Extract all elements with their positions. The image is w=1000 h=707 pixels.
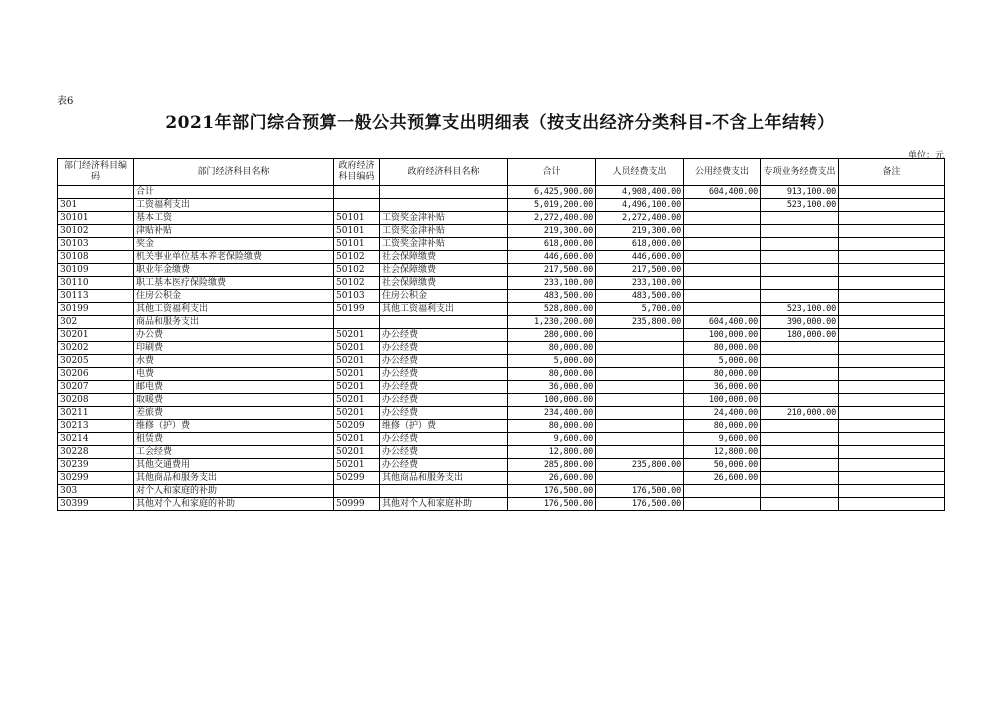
cell-dept-code: 30108	[58, 251, 134, 264]
cell-note	[839, 472, 945, 485]
cell-total: 176,500.00	[508, 498, 596, 511]
cell-gov-name: 工资奖金津补贴	[380, 238, 508, 251]
cell-note	[839, 459, 945, 472]
cell-gov-name: 办公经费	[380, 355, 508, 368]
page-title: 2021年部门综合预算一般公共预算支出明细表（按支出经济分类科目-不含上年结转）	[165, 113, 835, 133]
table-row	[58, 212, 945, 225]
cell-gov-code	[334, 485, 380, 498]
cell-gov-name: 其他工资福利支出	[380, 303, 508, 316]
header-total: 合计	[508, 159, 596, 186]
cell-gov-name: 办公经费	[380, 407, 508, 420]
cell-dept-name: 职工基本医疗保险缴费	[134, 277, 334, 290]
table-number-label: 表6	[57, 96, 74, 107]
cell-dept-name: 其他交通费用	[134, 459, 334, 472]
cell-special: 180,000.00	[761, 329, 839, 342]
cell-total: 528,800.00	[508, 303, 596, 316]
cell-personnel	[596, 342, 684, 355]
cell-gov-code: 50101	[334, 212, 380, 225]
cell-dept-code: 30109	[58, 264, 134, 277]
cell-dept-code: 30299	[58, 472, 134, 485]
cell-total: 100,000.00	[508, 394, 596, 407]
cell-gov-name: 办公经费	[380, 433, 508, 446]
cell-note	[839, 407, 945, 420]
cell-special: 210,000.00	[761, 407, 839, 420]
cell-note	[839, 381, 945, 394]
cell-dept-code: 30207	[58, 381, 134, 394]
header-gov-name: 政府经济科目名称	[380, 159, 508, 186]
cell-personnel: 2,272,400.00	[596, 212, 684, 225]
cell-special: 390,000.00	[761, 316, 839, 329]
table-row	[58, 251, 945, 264]
cell-personnel	[596, 433, 684, 446]
table-row	[58, 355, 945, 368]
cell-note	[839, 303, 945, 316]
cell-dept-name: 工资福利支出	[134, 199, 334, 212]
cell-gov-code: 50102	[334, 277, 380, 290]
cell-gov-code	[334, 199, 380, 212]
table-row	[58, 381, 945, 394]
table-row	[58, 290, 945, 303]
header-dept-code: 部门经济科目编码	[58, 159, 134, 186]
cell-personnel	[596, 368, 684, 381]
cell-dept-code: 30213	[58, 420, 134, 433]
cell-total: 9,600.00	[508, 433, 596, 446]
cell-personnel: 483,500.00	[596, 290, 684, 303]
header-public: 公用经费支出	[684, 159, 761, 186]
cell-public: 100,000.00	[684, 329, 761, 342]
table-row	[58, 225, 945, 238]
cell-gov-code: 50201	[334, 355, 380, 368]
cell-dept-code: 30211	[58, 407, 134, 420]
budget-table	[57, 158, 945, 511]
cell-total: 80,000.00	[508, 420, 596, 433]
cell-note	[839, 433, 945, 446]
cell-gov-code: 50101	[334, 225, 380, 238]
cell-personnel: 219,300.00	[596, 225, 684, 238]
cell-special	[761, 225, 839, 238]
cell-note	[839, 329, 945, 342]
cell-personnel: 618,000.00	[596, 238, 684, 251]
cell-public: 26,600.00	[684, 472, 761, 485]
cell-public	[684, 251, 761, 264]
cell-dept-code: 303	[58, 485, 134, 498]
header-personnel: 人员经费支出	[596, 159, 684, 186]
cell-gov-code: 50201	[334, 459, 380, 472]
header-note: 备注	[839, 159, 945, 186]
table-row	[58, 329, 945, 342]
cell-public: 80,000.00	[684, 368, 761, 381]
cell-total: 36,000.00	[508, 381, 596, 394]
cell-total: 80,000.00	[508, 368, 596, 381]
cell-special	[761, 355, 839, 368]
cell-public	[684, 264, 761, 277]
cell-public: 9,600.00	[684, 433, 761, 446]
cell-special	[761, 368, 839, 381]
cell-dept-code: 30214	[58, 433, 134, 446]
cell-total: 2,272,400.00	[508, 212, 596, 225]
cell-total: 176,500.00	[508, 485, 596, 498]
cell-note	[839, 212, 945, 225]
cell-dept-name: 租赁费	[134, 433, 334, 446]
cell-dept-name: 机关事业单位基本养老保险缴费	[134, 251, 334, 264]
table-row	[58, 368, 945, 381]
cell-note	[839, 316, 945, 329]
cell-total: 5,000.00	[508, 355, 596, 368]
cell-special	[761, 212, 839, 225]
cell-public	[684, 238, 761, 251]
cell-gov-code: 50201	[334, 446, 380, 459]
header-gov-code: 政府经济科目编码	[334, 159, 380, 186]
cell-special	[761, 459, 839, 472]
category-row	[58, 199, 945, 212]
cell-dept-code: 30113	[58, 290, 134, 303]
table-row	[58, 472, 945, 485]
cell-gov-code: 50201	[334, 329, 380, 342]
cell-dept-name: 水费	[134, 355, 334, 368]
total-row	[58, 186, 945, 199]
cell-special	[761, 446, 839, 459]
cell-gov-name: 其他对个人和家庭补助	[380, 498, 508, 511]
cell-note	[839, 277, 945, 290]
cell-note	[839, 485, 945, 498]
cell-personnel: 235,800.00	[596, 316, 684, 329]
cell-special: 913,100.00	[761, 186, 839, 199]
cell-dept-name: 邮电费	[134, 381, 334, 394]
cell-personnel: 233,100.00	[596, 277, 684, 290]
cell-total: 618,000.00	[508, 238, 596, 251]
category-row	[58, 316, 945, 329]
cell-dept-name: 职业年金缴费	[134, 264, 334, 277]
cell-public: 100,000.00	[684, 394, 761, 407]
cell-gov-code: 50201	[334, 342, 380, 355]
cell-dept-name: 办公费	[134, 329, 334, 342]
table-row	[58, 264, 945, 277]
cell-note	[839, 446, 945, 459]
cell-total: 280,000.00	[508, 329, 596, 342]
cell-dept-name: 电费	[134, 368, 334, 381]
cell-special	[761, 251, 839, 264]
cell-public: 80,000.00	[684, 420, 761, 433]
cell-public: 12,800.00	[684, 446, 761, 459]
cell-special	[761, 472, 839, 485]
cell-dept-code	[58, 186, 134, 199]
table-row	[58, 238, 945, 251]
table-body	[58, 186, 945, 511]
cell-dept-code: 30199	[58, 303, 134, 316]
cell-dept-name: 住房公积金	[134, 290, 334, 303]
cell-gov-name: 办公经费	[380, 381, 508, 394]
cell-dept-code: 30102	[58, 225, 134, 238]
cell-dept-code: 301	[58, 199, 134, 212]
table-row	[58, 459, 945, 472]
cell-personnel: 5,700.00	[596, 303, 684, 316]
cell-gov-code: 50201	[334, 368, 380, 381]
table-row	[58, 498, 945, 511]
cell-public	[684, 485, 761, 498]
cell-dept-code: 30239	[58, 459, 134, 472]
cell-personnel: 446,600.00	[596, 251, 684, 264]
cell-gov-name	[380, 316, 508, 329]
cell-special: 523,100.00	[761, 303, 839, 316]
cell-note	[839, 368, 945, 381]
cell-personnel	[596, 394, 684, 407]
cell-dept-code: 30206	[58, 368, 134, 381]
cell-gov-code: 50102	[334, 264, 380, 277]
cell-total: 446,600.00	[508, 251, 596, 264]
cell-gov-code: 50999	[334, 498, 380, 511]
cell-dept-name: 差旅费	[134, 407, 334, 420]
cell-total: 219,300.00	[508, 225, 596, 238]
cell-public: 80,000.00	[684, 342, 761, 355]
cell-dept-name: 工会经费	[134, 446, 334, 459]
cell-special	[761, 290, 839, 303]
cell-total: 233,100.00	[508, 277, 596, 290]
cell-total: 5,019,200.00	[508, 199, 596, 212]
cell-dept-name: 印刷费	[134, 342, 334, 355]
cell-personnel	[596, 329, 684, 342]
cell-total: 217,500.00	[508, 264, 596, 277]
cell-dept-name: 其他工资福利支出	[134, 303, 334, 316]
header-dept-name: 部门经济科目名称	[134, 159, 334, 186]
cell-special	[761, 433, 839, 446]
cell-gov-name: 办公经费	[380, 459, 508, 472]
table-row	[58, 394, 945, 407]
cell-personnel: 4,908,400.00	[596, 186, 684, 199]
cell-gov-code: 50299	[334, 472, 380, 485]
cell-dept-code: 30202	[58, 342, 134, 355]
cell-personnel	[596, 355, 684, 368]
cell-special	[761, 498, 839, 511]
cell-public: 24,400.00	[684, 407, 761, 420]
table-row	[58, 277, 945, 290]
cell-total: 234,400.00	[508, 407, 596, 420]
cell-gov-name: 社会保障缴费	[380, 251, 508, 264]
cell-note	[839, 290, 945, 303]
cell-public: 50,000.00	[684, 459, 761, 472]
cell-special	[761, 420, 839, 433]
cell-gov-name: 工资奖金津补贴	[380, 225, 508, 238]
cell-personnel	[596, 407, 684, 420]
cell-note	[839, 238, 945, 251]
cell-dept-name: 取暖费	[134, 394, 334, 407]
cell-gov-code: 50103	[334, 290, 380, 303]
cell-gov-name: 维修（护）费	[380, 420, 508, 433]
cell-special	[761, 264, 839, 277]
cell-dept-code: 30201	[58, 329, 134, 342]
cell-personnel: 176,500.00	[596, 485, 684, 498]
cell-gov-name: 办公经费	[380, 329, 508, 342]
cell-public	[684, 212, 761, 225]
cell-gov-code: 50201	[334, 381, 380, 394]
cell-gov-code: 50209	[334, 420, 380, 433]
cell-gov-name: 社会保障缴费	[380, 264, 508, 277]
cell-total: 80,000.00	[508, 342, 596, 355]
header-special: 专项业务经费支出	[761, 159, 839, 186]
cell-dept-code: 30101	[58, 212, 134, 225]
cell-note	[839, 355, 945, 368]
table-row	[58, 407, 945, 420]
cell-personnel: 4,496,100.00	[596, 199, 684, 212]
cell-gov-name: 社会保障缴费	[380, 277, 508, 290]
cell-dept-name: 其他对个人和家庭的补助	[134, 498, 334, 511]
cell-special: 523,100.00	[761, 199, 839, 212]
cell-gov-name: 办公经费	[380, 394, 508, 407]
cell-gov-code: 50201	[334, 394, 380, 407]
cell-public	[684, 498, 761, 511]
cell-special	[761, 342, 839, 355]
cell-note	[839, 264, 945, 277]
cell-public: 5,000.00	[684, 355, 761, 368]
cell-dept-name: 维修（护）费	[134, 420, 334, 433]
cell-dept-name: 津贴补贴	[134, 225, 334, 238]
cell-note	[839, 225, 945, 238]
cell-note	[839, 251, 945, 264]
cell-gov-code	[334, 316, 380, 329]
cell-personnel	[596, 472, 684, 485]
unit-label: 单位：元	[907, 151, 944, 161]
cell-personnel: 235,800.00	[596, 459, 684, 472]
cell-total: 12,800.00	[508, 446, 596, 459]
cell-gov-code	[334, 186, 380, 199]
cell-gov-name	[380, 186, 508, 199]
cell-public	[684, 199, 761, 212]
table-header-row	[58, 159, 945, 186]
cell-personnel	[596, 381, 684, 394]
table-row	[58, 303, 945, 316]
cell-total: 285,800.00	[508, 459, 596, 472]
cell-special	[761, 277, 839, 290]
cell-gov-name	[380, 199, 508, 212]
cell-dept-name: 商品和服务支出	[134, 316, 334, 329]
cell-gov-name: 工资奖金津补贴	[380, 212, 508, 225]
cell-public: 36,000.00	[684, 381, 761, 394]
cell-public	[684, 225, 761, 238]
cell-dept-name: 对个人和家庭的补助	[134, 485, 334, 498]
cell-total: 26,600.00	[508, 472, 596, 485]
cell-special	[761, 238, 839, 251]
cell-public	[684, 290, 761, 303]
cell-gov-code: 50201	[334, 433, 380, 446]
cell-special	[761, 381, 839, 394]
category-row	[58, 485, 945, 498]
cell-total: 6,425,900.00	[508, 186, 596, 199]
cell-gov-name: 办公经费	[380, 368, 508, 381]
cell-public	[684, 303, 761, 316]
cell-dept-code: 30110	[58, 277, 134, 290]
cell-dept-code: 30103	[58, 238, 134, 251]
cell-special	[761, 485, 839, 498]
cell-gov-code: 50201	[334, 407, 380, 420]
cell-public	[684, 277, 761, 290]
cell-dept-name: 奖金	[134, 238, 334, 251]
cell-personnel	[596, 446, 684, 459]
cell-dept-name: 基本工资	[134, 212, 334, 225]
cell-personnel: 176,500.00	[596, 498, 684, 511]
cell-dept-code: 302	[58, 316, 134, 329]
cell-gov-code: 50199	[334, 303, 380, 316]
cell-note	[839, 342, 945, 355]
cell-note	[839, 199, 945, 212]
cell-note	[839, 394, 945, 407]
cell-public: 604,400.00	[684, 316, 761, 329]
cell-total: 483,500.00	[508, 290, 596, 303]
cell-dept-name: 合计	[134, 186, 334, 199]
cell-dept-code: 30228	[58, 446, 134, 459]
cell-gov-code: 50102	[334, 251, 380, 264]
cell-dept-code: 30205	[58, 355, 134, 368]
cell-gov-name	[380, 485, 508, 498]
table-row	[58, 433, 945, 446]
cell-gov-name: 办公经费	[380, 446, 508, 459]
cell-gov-name: 其他商品和服务支出	[380, 472, 508, 485]
table-row	[58, 446, 945, 459]
cell-public: 604,400.00	[684, 186, 761, 199]
cell-note	[839, 498, 945, 511]
cell-gov-code: 50101	[334, 238, 380, 251]
cell-special	[761, 394, 839, 407]
cell-gov-name: 办公经费	[380, 342, 508, 355]
cell-note	[839, 186, 945, 199]
table-row	[58, 420, 945, 433]
cell-dept-code: 30208	[58, 394, 134, 407]
cell-dept-code: 30399	[58, 498, 134, 511]
cell-gov-name: 住房公积金	[380, 290, 508, 303]
table-row	[58, 342, 945, 355]
cell-note	[839, 420, 945, 433]
cell-personnel: 217,500.00	[596, 264, 684, 277]
cell-total: 1,230,200.00	[508, 316, 596, 329]
cell-personnel	[596, 420, 684, 433]
cell-dept-name: 其他商品和服务支出	[134, 472, 334, 485]
